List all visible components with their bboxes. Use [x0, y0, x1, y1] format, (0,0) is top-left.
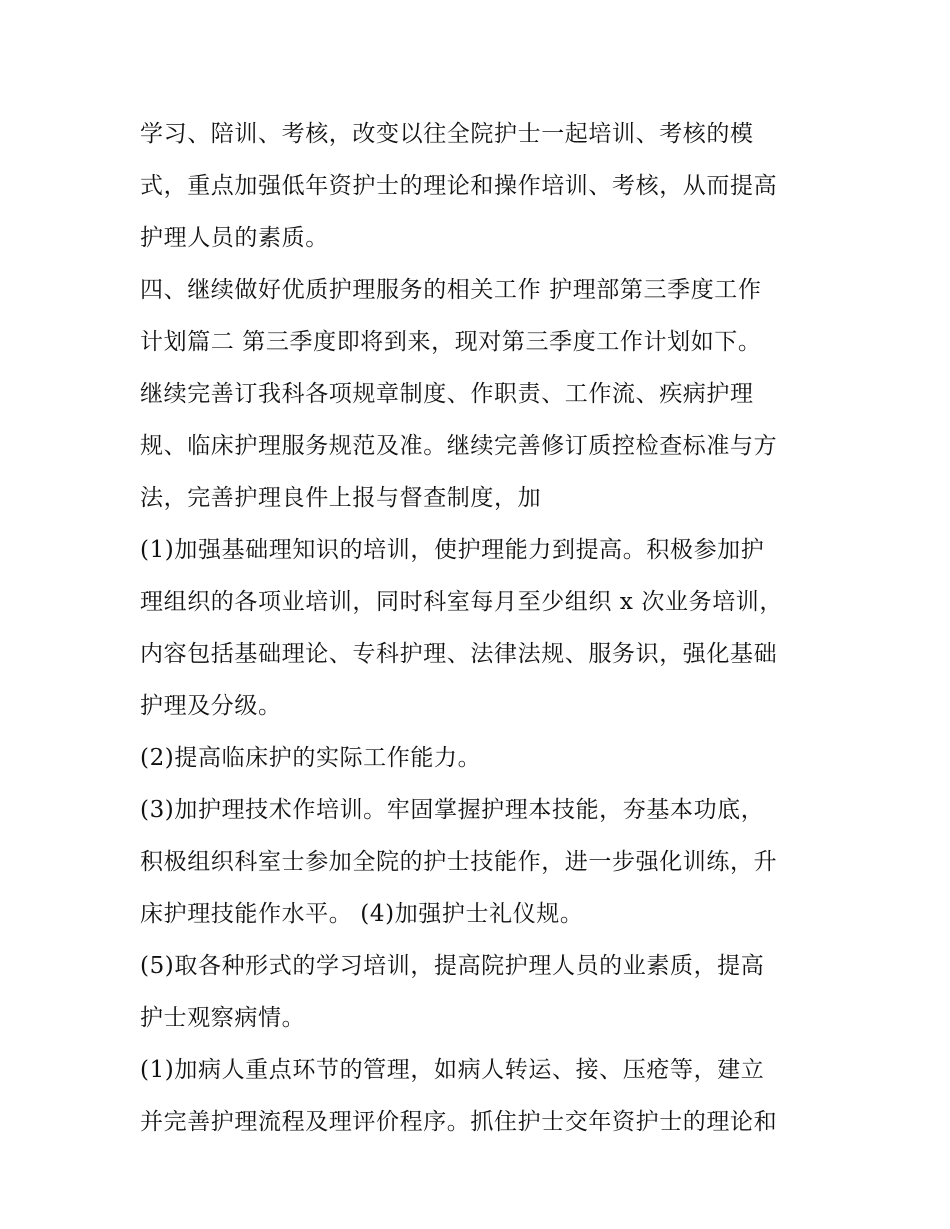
text-line: (5)取各种形式的学习培训，提高院护理人员的业素质，提高 [140, 953, 765, 979]
text-line: 内容包括基础理论、专科护理、法律法规、服务识，强化基础 [140, 641, 778, 667]
text-line: 积极组织科室士参加全院的护士技能作，进一步强化训练，升 [140, 849, 778, 875]
text-line: 式，重点加强低年资护士的理论和操作培训、考核，从而提高 [140, 173, 778, 199]
document-body [140, 108, 830, 1148]
text-line: 护理人员的素质。 [140, 225, 329, 251]
text-line: 理组织的各项业培训，同时科室每月至少组织 x 次业务培训， [140, 589, 783, 615]
text-line: 护士观察病情。 [140, 1005, 306, 1031]
text-line: 学习、陪训、考核，改变以往全院护士一起培训、考核的模 [140, 121, 754, 147]
text-line: 法，完善护理良件上报与督查制度，加 [140, 485, 542, 511]
text-line: (2)提高临床护的实际工作能力。 [140, 745, 482, 771]
text-line: 四、继续做好优质护理服务的相关工作 护理部第三季度工作 [140, 277, 762, 303]
text-line: (3)加护理技术作培训。牢固掌握护理本技能，夯基本功底， [140, 797, 765, 823]
text-line: 护理及分级。 [140, 693, 282, 719]
text-line: (1)加强基础理知识的培训，使护理能力到提高。积极参加护 [140, 537, 765, 563]
text-line: 床护理技能作水平。 (4)加强护士礼仪规。 [140, 901, 584, 927]
text-line: (1)加病人重点环节的管理，如病人转运、接、压疮等，建立 [140, 1057, 765, 1083]
text-line: 继续完善订我科各项规章制度、作职责、工作流、疾病护理 [140, 381, 754, 407]
text-line: 并完善护理流程及理评价程序。抓住护士交年资护士的理论和 [140, 1109, 778, 1135]
text-line: 计划篇二 第三季度即将到来，现对第三季度工作计划如下。 [140, 329, 762, 355]
text-line: 规、临床护理服务规范及准。继续完善修订质控检查标准与方 [140, 433, 778, 459]
